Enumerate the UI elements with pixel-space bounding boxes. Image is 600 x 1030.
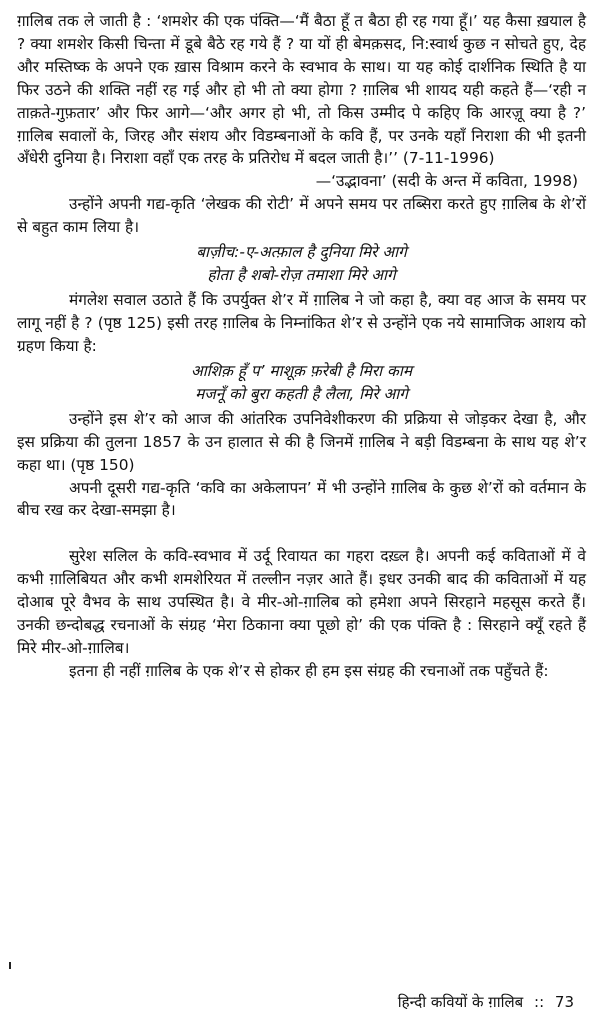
paragraph-3: मंगलेश सवाल उठाते हैं कि उपर्युक्त शे’र में ग़ालिब ने जो कहा है, क्या वह आज के समय पर लागू नहीं है ? (पृष्ठ 125) इसी तरह ग़ालिब के निम्नांकित शे’र से उन्होंने एक नये सामाजिक आशय को ग्रहण किया है: — [17, 291, 586, 355]
footer-separator: :: — [534, 993, 545, 1011]
citation: —‘उद्भावना’ (सदी के अन्त में कविता, 1998) — [315, 172, 578, 191]
couplet-1 — [17, 241, 586, 287]
ink-mark — [9, 962, 11, 969]
couplet-2 — [17, 360, 586, 406]
page-number: 73 — [554, 993, 574, 1011]
paragraph-7: इतना ही नहीं ग़ालिब के एक शे’र से होकर ही हम इस संग्रह की रचनाओं तक पहुँचते हैं: — [69, 661, 549, 680]
page-footer — [398, 992, 574, 1012]
paragraph-1: ग़ालिब तक ले जाती है : ‘शमशेर की एक पंक्ति—‘मैं बैठा हूँ त बैठा ही रह गया हूँ।’ यह कैसा ख़याल है ? क्या शमशेर किसी चिन्ता में डूबे बैठे रह गये हैं ? या यों ही बेमक़सद, नि:स्वार्थ कुछ न सोचते हुए, देह और मस्तिष्क के अपने एक ख़ास विश्राम करने के स्वभाव के साथ। या यह कोई दार्शनिक स्थिति है या फिर उठने की शक्ति नहीं रह गई और हो भी तो क्या होगा ? ग़ालिब भी शायद यही कहते हैं—‘रही न ताक़ते-गुफ़तार’ और फिर आगे—‘और अगर हो भी, तो किस उम्मीद पे कहिए कि आरज़ू क्या है ?’ ग़ालिब सवालों के, जिरह और संशय और विडम्बनाओं के कवि हैं, पर उनके यहाँ निराशा की भी इतनी अँधेरी दुनिया है। निराशा वहाँ एक तरह के प्रतिरोध में बदल जाती है।’’ (7-11-1996) — [17, 12, 586, 168]
couplet-2-line-1: आशिक़ हूँ प’ माशूक़ फ़रेबी है मिरा काम — [190, 361, 413, 380]
paragraph-5: अपनी दूसरी गद्य-कृति ‘कवि का अकेलापन’ में भी उन्होंने ग़ालिब के कुछ शे’रों को वर्तमान के बीच रख कर देखा-समझा है। — [17, 478, 586, 520]
page-body — [17, 10, 586, 683]
paragraph-2: उन्होंने अपनी गद्य-कृति ‘लेखक की रोटी’ में अपने समय पर तब्सिरा करते हुए ग़ालिब के शे’रों से बहुत काम लिया है। — [17, 195, 586, 237]
paragraph-4: उन्होंने इस शे’र को आज की आंतरिक उपनिवेशीकरण की प्रक्रिया से जोड़कर देखा है, और इस प्रक्रिया की तुलना 1857 के उन हालात से की है जिनमें ग़ालिब ने बड़ी विडम्बना के साथ यह शे’र कहा था। (पृष्ठ 150) — [17, 409, 586, 474]
couplet-2-line-2: मजनूँ को बुरा कहती है लैला, मिरे आगे — [195, 384, 408, 403]
couplet-1-line-2: होता है शबो-रोज़ तमाशा मिरे आगे — [207, 266, 396, 285]
running-title: हिन्दी कवियों के ग़ालिब — [397, 993, 524, 1011]
couplet-1-line-1: बाज़ीच:-ए-अत्फ़ाल है दुनिया मिरे आगे — [196, 243, 407, 262]
section-gap — [17, 522, 586, 545]
paragraph-6: सुरेश सलिल के कवि-स्वभाव में उर्दू रिवायत का गहरा दख़्ल है। अपनी कई कविताओं में वे कभी ग़ालिबियत और कभी शमशेरियत में तल्लीन नज़र आते हैं। इधर उनकी बाद की कविताओं में यह दोआब पूरे वैभव के साथ उपस्थित है। वे मीर-ओ-ग़ालिब को हमेशा अपने सिरहाने महसूस करते हैं। उनकी छन्दोबद्ध रचनाओं के संग्रह ‘मेरा ठिकाना क्या पूछो हो’ की एक पंक्ति है : सिरहाने क्यूँ रहते हैं मिरे मीर-ओ-ग़ालिब। — [17, 547, 586, 657]
